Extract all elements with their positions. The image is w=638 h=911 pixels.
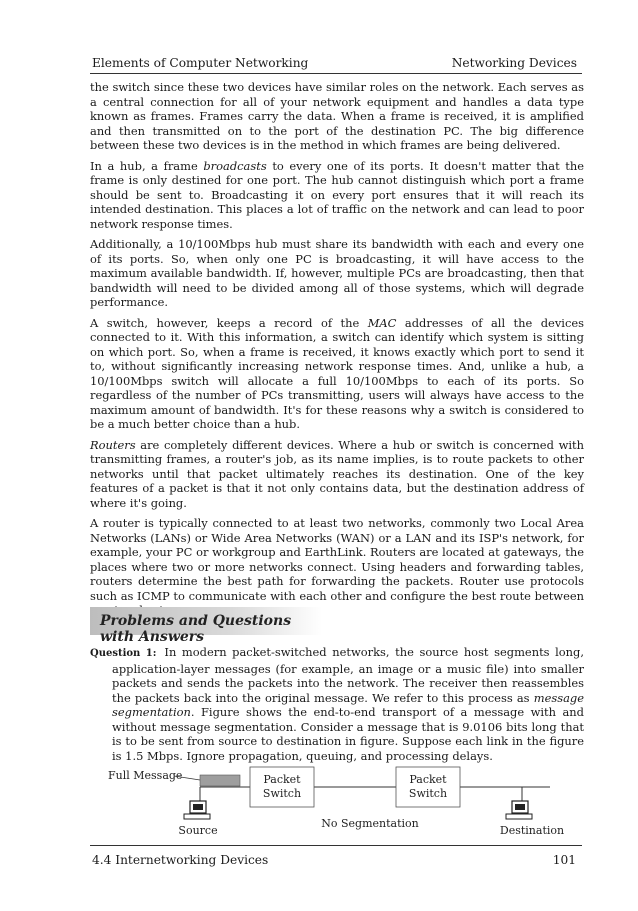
term-routers: Routers [90, 437, 136, 452]
running-footer [90, 845, 582, 870]
paragraph-bandwidth: Additionally, a 10/100Mbps hub must share its bandwidth with each and every one of its ports. So, when only one PC is broadcasting, it will have access to the maximum available bandwidth. If, however, multiple PCs are broadcasting, then that bandwidth will need to be divided among all of those systems, which will degrade performance. [90, 237, 584, 309]
packet-switch-1-label-bottom: Switch [262, 787, 302, 800]
segmentation-diagram [90, 765, 584, 845]
body-text [90, 80, 584, 624]
destination-computer-icon [506, 787, 532, 819]
term-broadcasts: broadcasts [203, 158, 267, 173]
running-header [90, 55, 582, 74]
paragraph-router-networks: A router is typically connected to at least two networks, commonly two Local Area Networks (LANs) or Wide Area Networks (WAN) or a LAN and its ISP's network, for example, your PC or workgroup and EarthLink. Routers are located at gateways, the places where two or more networks connect. Using headers and forwarding tables, routers determine the best path for forwarding the packets. Router use protocols such as ICMP to communicate with each other and configure the best route between [90, 516, 584, 603]
full-message-label: Full Message [108, 769, 183, 782]
paragraph-hub: In a hub, a frame broadcasts to every one of its ports. It doesn't matter that the frame is only destined for one port. The hub cannot distinguish which port a frame should be sent to. Broadcasting it on every port ensures that it will reach its intended destination. This places a lot of traffic on the network and can lead to poor network response times. [90, 158, 584, 231]
page-number: 101 [552, 853, 576, 867]
source-computer-icon [184, 787, 210, 819]
source-label: Source [178, 824, 218, 837]
destination-label: Destination [499, 824, 565, 837]
term-message-segmentation: message segmentation [112, 690, 584, 719]
term-mac: MAC [367, 315, 397, 330]
paragraph-switch: A switch, however, keeps a record of the MAC addresses of all the devices connected to it. With this information, a switch can identify which system is sitting on which port. So, when a frame is received, it knows exactly which port to send it to, without significantly increasing network response times. And, unlike a hub, a 10/100Mbps switch will allocate a full 10/100Mbps to each of its ports. So regardless of the number of PCs transmitting, users will always have access to the maximum amount of bandwidth. It's for these reasons why a switch is considered to be a much better choice than a hub. [90, 315, 584, 431]
packet-switch-2-label-bottom: Switch [408, 787, 448, 800]
message-bar [200, 775, 240, 786]
question-label: Question 1: [90, 648, 157, 659]
footer-section: 4.4 Internetworking Devices [92, 853, 269, 867]
question-1: Question 1: In modern packet-switched networks, the source host segments long, application-layer messages (for example, an image or a music file) into smaller packets and sends the packets into the network. The receiver then reassembles the packets back into the original message. We refer to this process as message segmentation. Figure shows the end-to-end transport of a message with and without message segmentation. Consider a message that is 9.0106 bits long that is to be sent from source to destination in figure. Suppose each link in the figure is 1.5 Mbps. Ignore propagation, queuing, and processing delays. [90, 645, 584, 763]
section-heading [90, 607, 322, 645]
paragraph-routers: Routers are completely different devices. Where a hub or switch is concerned with transmitting frames, a router's job, as its name implies, is to route packets to other networks until that packet ultimately reaches its destination. One of the key features of a packet is that it not only contains data, but the destination address of where it's going. [90, 437, 584, 510]
no-segmentation-caption: No Segmentation [321, 817, 419, 830]
packet-switch-1-label-top: Packet [263, 773, 301, 786]
paragraph-switch-intro: the switch since these two devices have similar roles on the network. Each serves as a central connection for all of your network equipment and handles a data type known as frames. Frames carry the data. When a frame is received, it is amplified and then transmitted on to the port of the destination PC. The big difference between these two devices is in the method in which frames are being delivered. [90, 80, 584, 152]
header-book-title: Elements of Computer Networking [92, 56, 309, 70]
section-title: Problems and Questions with Answers [100, 613, 292, 645]
header-chapter-title: Networking Devices [451, 56, 577, 70]
packet-switch-2-label-top: Packet [409, 773, 447, 786]
